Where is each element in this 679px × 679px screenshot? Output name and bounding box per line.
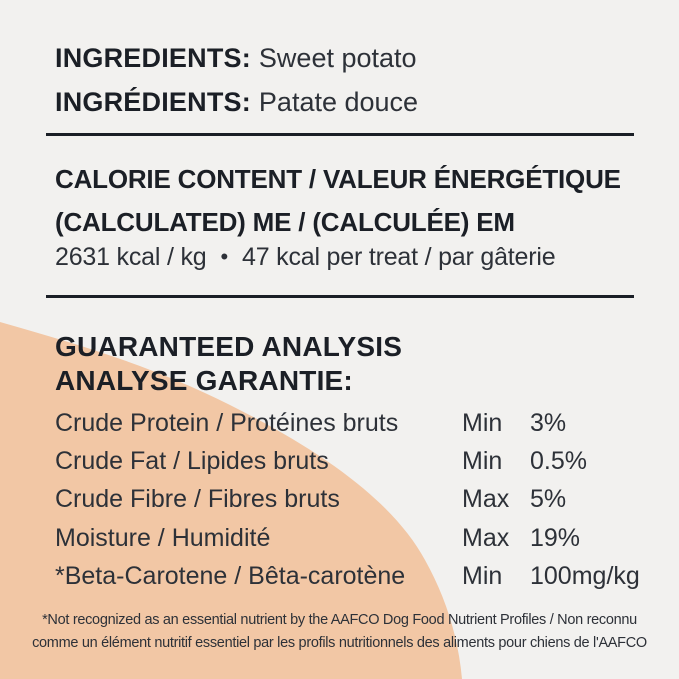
analysis-heading-line2: ANALYSE GARANTIE: (55, 365, 353, 396)
nutrient-label: Crude Fat / Lipides bruts (55, 447, 329, 476)
calorie-heading (55, 158, 621, 244)
nutrient-qualifier: Max (462, 485, 510, 514)
nutrient-value: 3% (530, 408, 567, 437)
divider-bottom (46, 295, 634, 298)
nutrient-qualifier: Min (462, 562, 503, 591)
analysis-heading-line1: GUARANTEED ANALYSIS (55, 331, 403, 362)
nutrient-label: Crude Fibre / Fibres bruts (55, 485, 340, 514)
nutrient-label: *Beta-Carotene / Bêta-carotène (55, 562, 406, 591)
calorie-value-per-treat: 47 kcal per treat / par gâterie (241, 243, 556, 271)
nutrient-label: Crude Protein / Protéines bruts (55, 408, 399, 437)
table-row (55, 519, 640, 557)
nutrient-value: 0.5% (530, 447, 587, 476)
table-row (55, 481, 640, 519)
calorie-value-per-kg: 2631 kcal / kg (55, 243, 207, 271)
footnote-line1: *Not recognized as an essential nutrient by the AAFCO Dog Food Nutrient Profiles / Non reconnu (42, 612, 637, 628)
nutrient-value: 100mg/kg (530, 562, 640, 591)
calorie-heading-line2: (CALCULATED) ME / (CALCULÉE) EM (55, 207, 515, 237)
nutrient-qualifier: Min (462, 408, 503, 437)
table-row (55, 442, 640, 480)
ingredients-section (55, 36, 418, 124)
nutrient-value: 5% (530, 485, 567, 514)
analysis-table (55, 404, 640, 596)
ingredients-line-fr (55, 80, 418, 124)
analysis-heading (55, 330, 402, 398)
divider-top (46, 133, 634, 136)
aafco-footnote (0, 609, 679, 654)
calorie-values (55, 242, 555, 272)
table-row (55, 558, 640, 596)
nutrient-qualifier: Min (462, 447, 503, 476)
ingredients-value-en: Sweet potato (258, 43, 417, 73)
nutrient-value: 19% (530, 523, 581, 552)
calorie-heading-line1: CALORIE CONTENT / VALEUR ÉNERGÉTIQUE (55, 164, 621, 194)
ingredients-label-en: INGREDIENTS: (55, 43, 251, 73)
footnote-line2: comme un élément nutritif essentiel par les profils nutritionnels des aliments pour chiens de l'AAFCO (32, 634, 647, 651)
nutrient-qualifier: Max (462, 523, 510, 552)
ingredients-value-fr: Patate douce (258, 87, 419, 117)
table-row (55, 404, 640, 442)
ingredients-label-fr: INGRÉDIENTS: (55, 87, 251, 117)
bullet-separator: • (220, 244, 228, 269)
ingredients-line-en (55, 36, 418, 80)
nutrient-label: Moisture / Humidité (55, 523, 271, 552)
